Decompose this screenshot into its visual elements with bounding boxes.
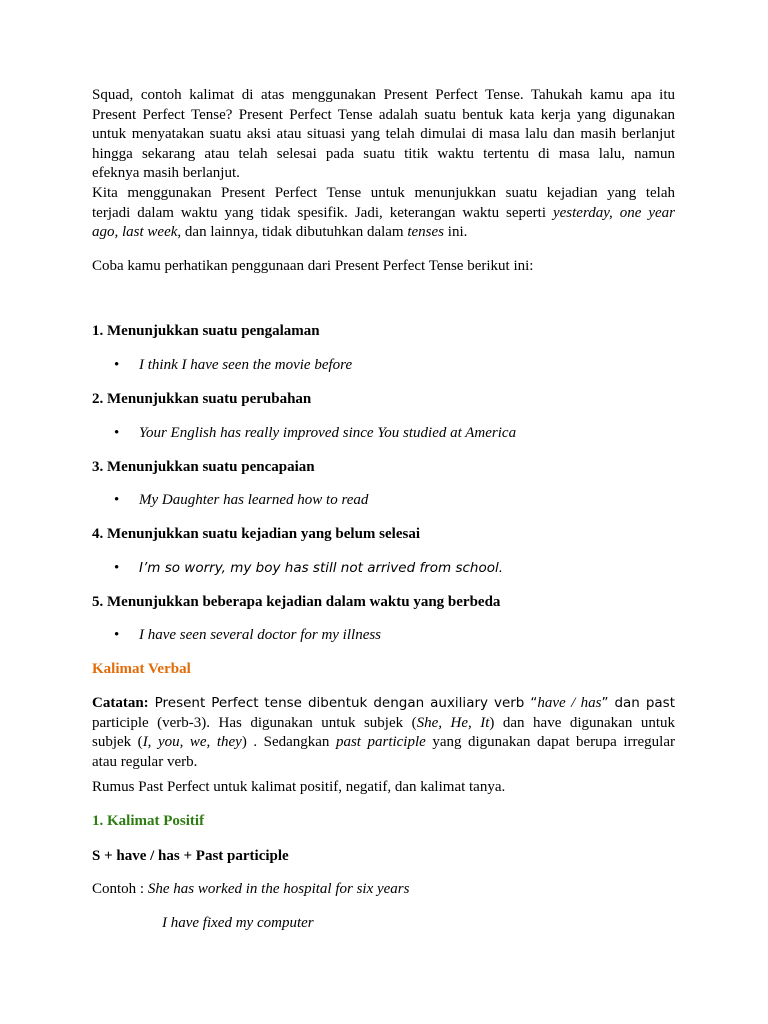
example-text: I’m so worry, my boy has still not arrived from school.: [139, 560, 504, 576]
bullet-icon: •: [114, 492, 120, 508]
use-heading: 5. Menunjukkan beberapa kejadian dalam waktu yang berbeda: [92, 594, 501, 610]
note-line: participle (verb-3). Has digunakan untuk subjek (She, He, It) dan have digunakan untuk: [92, 714, 675, 731]
example-label: Contoh :: [92, 881, 148, 897]
intro-paragraph: [92, 86, 675, 184]
note-line: Catatan: Present Perfect tense dibentuk dengan auxiliary verb “have / has” dan past: [92, 695, 675, 711]
use-heading: 3. Menunjukkan suatu pencapaian: [92, 459, 315, 475]
usage-line: Kita menggunakan Present Perfect Tense untuk menunjukkan suatu kejadian yang telah: [92, 185, 675, 201]
example-sentence: She has worked in the hospital for six years: [147, 881, 410, 897]
example-text: My Daughter has learned how to read: [139, 492, 369, 508]
example-sentence: I have fixed my computer: [162, 915, 314, 931]
formula-intro: Rumus Past Perfect untuk kalimat positif, negatif, dan kalimat tanya.: [92, 779, 506, 795]
intro-line: hingga sekarang atau telah selesai pada suatu titik waktu tertentu di masa lalu, namun: [92, 145, 675, 162]
example-line: [92, 881, 410, 898]
bullet-icon: •: [114, 357, 120, 373]
use-heading: 2. Menunjukkan suatu perubahan: [92, 391, 312, 407]
usage-line: terjadi dalam waktu yang tidak spesifik. Jadi, keterangan waktu seperti yesterday, one year: [92, 204, 676, 221]
note-paragraph: [92, 694, 675, 772]
intro-line: Present Perfect Tense? Present Perfect Tense adalah suatu bentuk kata kerja yang digunakan: [92, 106, 675, 123]
intro-line: efeknya masih berlanjut.: [92, 165, 240, 181]
use-heading: 4. Menunjukkan suatu kejadian yang belum selesai: [92, 526, 420, 542]
usage-line: ago, last week, dan lainnya, tidak dibutuhkan dalam tenses ini.: [92, 224, 468, 240]
formula: S + have / has + Past participle: [92, 848, 289, 864]
example-line: [162, 915, 314, 932]
example-text: I think I have seen the movie before: [139, 357, 353, 373]
use-heading: 1. Menunjukkan suatu pengalaman: [92, 323, 320, 339]
note-line: atau regular verb.: [92, 753, 198, 770]
intro-line: untuk menyatakan suatu aksi atau situasi yang telah dimulai di masa lalu dan masih berlanjut: [92, 126, 675, 142]
section-heading-positive: 1. Kalimat Positif: [92, 813, 205, 829]
bullet-icon: •: [114, 425, 120, 441]
bullet-icon: •: [114, 560, 120, 576]
observe-text: Coba kamu perhatikan penggunaan dari Present Perfect Tense berikut ini:: [92, 258, 534, 274]
example-text: I have seen several doctor for my illness: [139, 627, 382, 643]
example-text: Your English has really improved since You studied at America: [139, 425, 517, 441]
section-heading-verbal: Kalimat Verbal: [92, 661, 191, 677]
usage-paragraph: [92, 184, 675, 243]
intro-line: Squad, contoh kalimat di atas menggunakan Present Perfect Tense. Tahukah kamu apa itu: [92, 87, 675, 103]
note-line: subjek (I, you, we, they) . Sedangkan past participle yang digunakan dapat berupa irregular: [92, 734, 675, 750]
bullet-icon: •: [114, 627, 120, 643]
